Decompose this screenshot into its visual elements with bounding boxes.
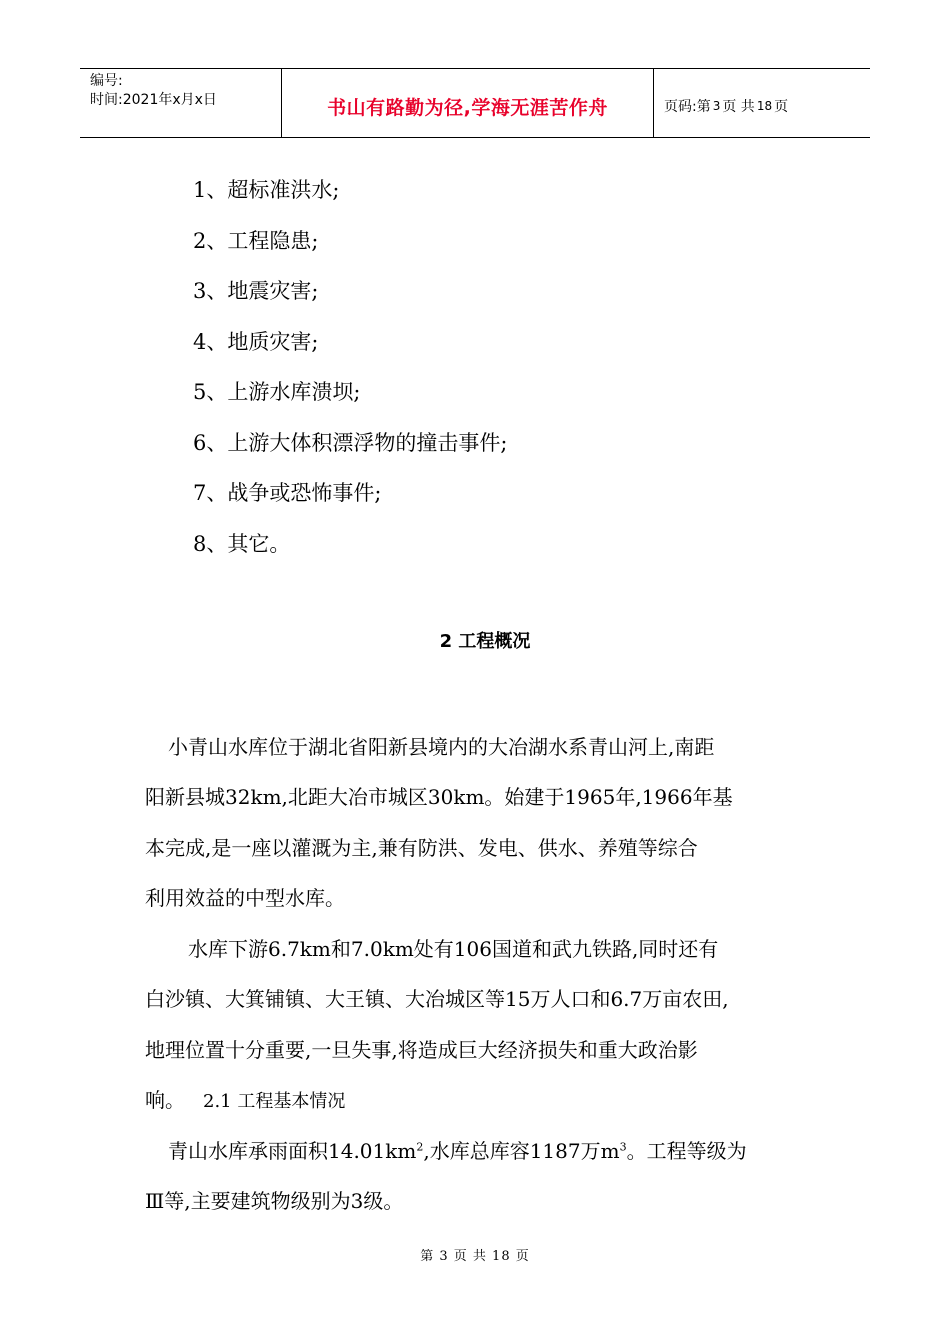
page-footer: 第 3 页 共 18 页 — [420, 1249, 530, 1264]
paragraph-line: Ⅲ等,主要建筑物级别为3级。 — [145, 1189, 404, 1213]
paragraph-line: 阳新县城32km,北距大冶市城区30km。始建于1965年,1966年基 — [145, 785, 733, 809]
list-item: 8、其它。 — [193, 532, 291, 556]
list-item: 6、上游大体积漂浮物的撞击事件; — [193, 431, 508, 455]
page-header — [80, 68, 870, 138]
paragraph-line — [168, 1136, 747, 1166]
header-info-cell — [80, 69, 282, 137]
paragraph-line: 利用效益的中型水库。 — [145, 886, 345, 910]
list-item: 1、超标准洪水; — [193, 178, 340, 202]
list-item: 7、战争或恐怖事件; — [193, 481, 382, 505]
paragraph3-part3: 。工程等级为 — [626, 1139, 747, 1163]
superscript-2: 2 — [416, 1140, 424, 1154]
list-item: 4、地质灾害; — [193, 330, 319, 354]
superscript-3: 3 — [619, 1140, 627, 1154]
paragraph-line: 本完成,是一座以灌溉为主,兼有防洪、发电、供水、养殖等综合 — [145, 836, 698, 860]
list-item: 2、工程隐患; — [193, 229, 319, 253]
list-item: 5、上游水库溃坝; — [193, 380, 361, 404]
paragraph-line: 白沙镇、大箕铺镇、大王镇、大冶城区等15万人口和6.7万亩农田, — [145, 987, 729, 1011]
header-page-suffix: 页 — [774, 99, 789, 115]
header-page-mid: 页 共 — [722, 99, 755, 115]
paragraph-line: 水库下游6.7km和7.0km处有106国道和武九铁路,同时还有 — [188, 937, 719, 961]
section-title: 2 工程概况 — [439, 631, 531, 652]
paragraph3-part1: 青山水库承雨面积14.01km — [168, 1139, 417, 1163]
paragraph3-part2: ,水库总库容1187万m — [423, 1139, 620, 1163]
paragraph-line — [145, 1085, 345, 1117]
paragraph-line-end: 响。 — [145, 1088, 185, 1112]
subsection-heading: 2.1 工程基本情况 — [203, 1091, 346, 1112]
header-page-current: 3 — [712, 99, 721, 113]
paragraph-line: 地理位置十分重要,一旦失事,将造成巨大经济损失和重大政治影 — [145, 1038, 698, 1062]
header-page-info — [654, 69, 870, 137]
header-page-total: 18 — [756, 99, 773, 113]
paragraph-line: 小青山水库位于湖北省阳新县境内的大冶湖水系青山河上,南距 — [168, 735, 715, 759]
header-time-label: 时间:2021年x月x日 — [90, 92, 217, 108]
header-number-label: 编号: — [90, 73, 123, 89]
header-page-prefix: 页码:第 — [664, 99, 711, 115]
header-motto: 书山有路勤为径,学海无涯苦作舟 — [282, 69, 654, 137]
list-item: 3、地震灾害; — [193, 279, 319, 303]
